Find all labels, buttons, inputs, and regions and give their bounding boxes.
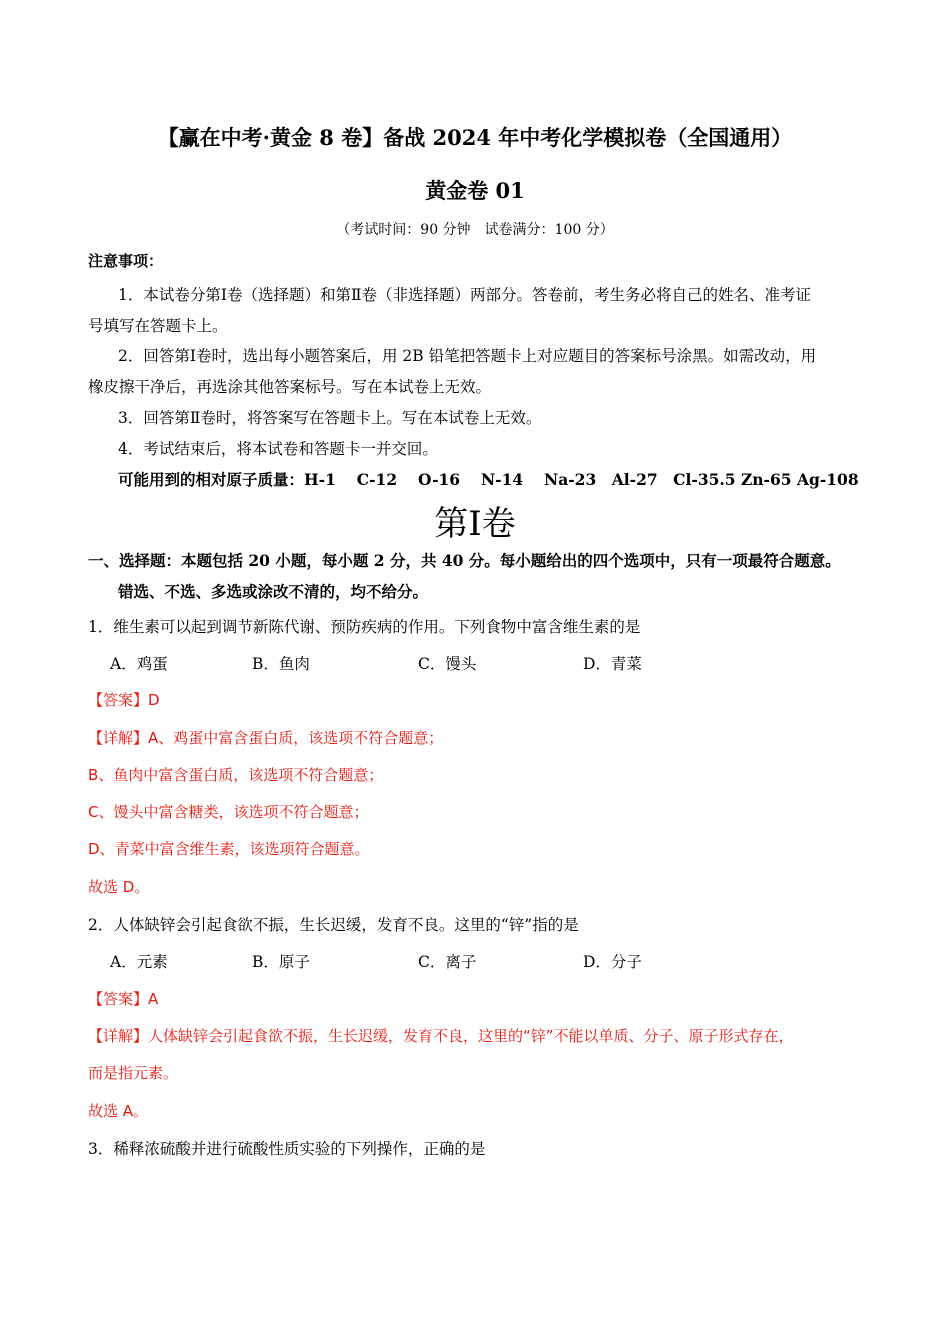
- notice-item-1-line-1: 1．本试卷分第Ⅰ卷（选择题）和第Ⅱ卷（非选择题）两部分。答卷前，考生务必将自己的姓名、准考证: [118, 286, 812, 304]
- notice-item-1-line-2: 号填写在答题卡上。: [88, 317, 228, 335]
- question-2-stem: 2．人体缺锌会引起食欲不振，生长迟缓，发育不良。这里的“锌”指的是: [88, 916, 579, 934]
- question-1-option-b: B．鱼肉: [252, 655, 310, 673]
- question-2-option-b: B．原子: [252, 953, 310, 971]
- document-subtitle: 黄金卷 01: [425, 178, 525, 203]
- question-1-option-a: A．鸡蛋: [110, 655, 168, 673]
- question-1-detail-line-4: D、青菜中富含维生素，该选项符合题意。: [88, 840, 370, 858]
- question-1-detail-line-2: B、鱼肉中富含蛋白质，该选项不符合题意；: [88, 766, 384, 784]
- part-one-instructions-line-1: 一、选择题：本题包括 20 小题，每小题 2 分，共 40 分。每小题给出的四个选项中，只有一项最符合题意。: [88, 551, 841, 570]
- exam-meta: （考试时间：90 分钟 试卷满分：100 分）: [336, 222, 614, 238]
- question-2-option-d: D．分子: [583, 953, 642, 971]
- question-2-option-a: A．元素: [110, 953, 168, 971]
- question-1-detail-line-1: 【详解】A、鸡蛋中富含蛋白质，该选项不符合题意；: [88, 729, 444, 747]
- notice-item-3: 3．回答第Ⅱ卷时，将答案写在答题卡上。写在本试卷上无效。: [118, 409, 542, 427]
- part-one-instructions-line-2: 错选、不选、多选或涂改不清的，均不给分。: [118, 582, 429, 601]
- question-1-option-d: D．青菜: [583, 655, 642, 673]
- question-1-answer: 【答案】D: [88, 691, 160, 709]
- question-1-stem: 1．维生素可以起到调节新陈代谢、预防疾病的作用。下列食物中富含维生素的是: [88, 618, 641, 636]
- question-2-answer: 【答案】A: [88, 990, 159, 1008]
- document-title: 【赢在中考·黄金 8 卷】备战 2024 年中考化学模拟卷（全国通用）: [157, 125, 793, 150]
- notice-item-2-line-2: 橡皮擦干净后，再选涂其他答案标号。写在本试卷上无效。: [88, 378, 492, 396]
- question-1-detail-line-3: C、馒头中富含糖类，该选项不符合题意；: [88, 803, 369, 821]
- volume-title: 第Ⅰ卷: [434, 504, 516, 544]
- atomic-masses: 可能用到的相对原子质量：H-1 C-12 O-16 N-14 Na-23 Al-27 Cl-35.5 Zn-65 Ag-108: [118, 470, 859, 489]
- notice-heading: 注意事项：: [88, 252, 164, 270]
- notice-item-4: 4．考试结束后，将本试卷和答题卡一并交回。: [118, 440, 438, 458]
- notice-item-2-line-1: 2．回答第Ⅰ卷时，选出每小题答案后，用 2B 铅笔把答题卡上对应题目的答案标号涂黑。如需改动，用: [118, 347, 817, 365]
- question-2-option-c: C．离子: [418, 953, 477, 971]
- question-3-stem: 3．稀释浓硫酸并进行硫酸性质实验的下列操作，正确的是: [88, 1140, 486, 1158]
- question-1-option-c: C．馒头: [418, 655, 477, 673]
- question-1-detail-line-5: 故选 D。: [88, 878, 150, 896]
- question-2-detail-line-1: 【详解】人体缺锌会引起食欲不振，生长迟缓，发育不良，这里的“锌”不能以单质、分子、原子形式存在，: [88, 1027, 794, 1045]
- question-2-detail-line-3: 故选 A。: [88, 1102, 149, 1120]
- question-2-detail-line-2: 而是指元素。: [88, 1064, 179, 1082]
